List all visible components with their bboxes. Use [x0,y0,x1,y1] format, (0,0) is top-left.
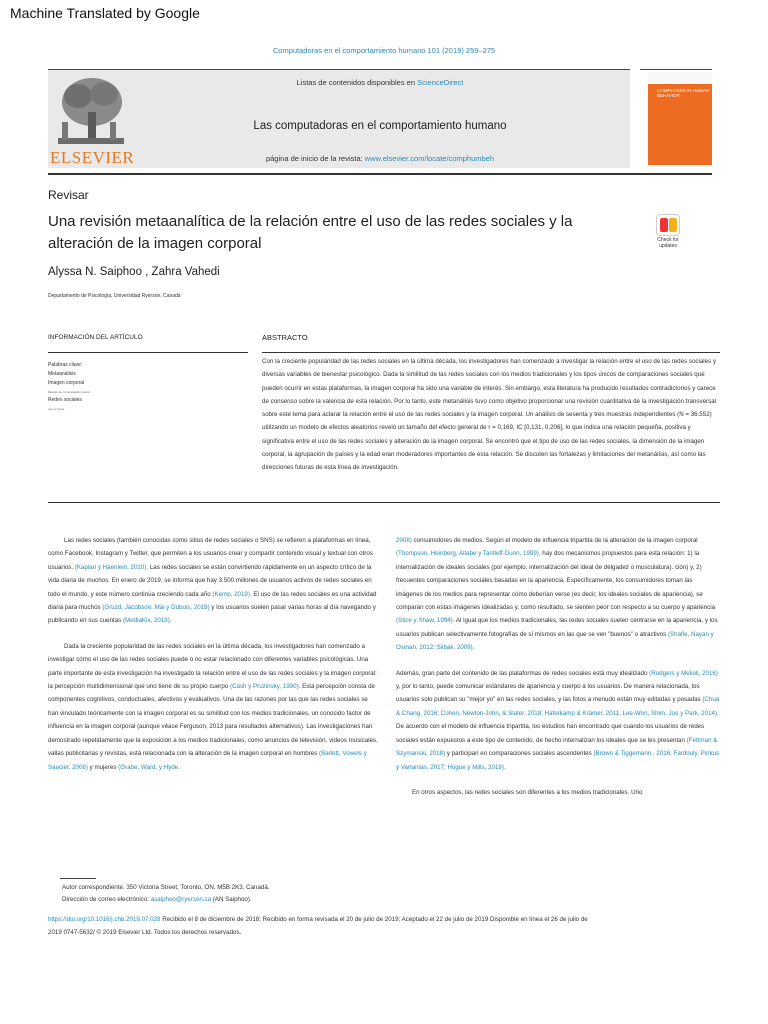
publisher-name: ELSEVIER [50,148,135,167]
citation-link[interactable]: 2008) [396,537,412,544]
article-type: Revisar [48,188,89,202]
body-text: y participan en comparaciones sociales ascendentes [445,750,594,758]
body-text: Esta percepción consta de componentes cognitivos, conductuales, afectivos y evaluativos. Una de las razones por las que las redes sociales se han vinculado teóricamente con la imagen corporal es su similitud con los medios tradicionales, un conocido factor de influencia en la imagen corporal (aunque véase Ferguson, 2013 para resultados alternativos). Las investigaciones han demostrado repetidamente que la exposición a los medios tradicionales, como anuncios de televisión, videos musicales, vallas publicitarias y revistas, está relacionada con la alteración de la imagen corporal en hombres [48,683,378,758]
journal-citation-link[interactable]: Computadoras en el comportamiento humano 101 (2019) 259–275 [272,46,496,55]
body-text: Las redes sociales se están convirtiendo rápidamente en un aspecto crítico de la vida diaria de muchos. En enero de 2019, se informa que hay 3.500 millones de usuarios activos de redes sociales en todo el mundo, y este número continúa creciendo cada año [48,563,372,598]
keyword-item: Imagen corporal [48,380,85,386]
article-info-heading: INFORMACIÓN DEL ARTÍCULO [48,334,143,341]
body-text: Al igual que los medios tradicionales, las redes sociales suelen centrarse en la apariencia, y los usuarios publican selectivamente fotografías de sí mismos en las que se ven "buenos" o atractivos [396,617,718,638]
check-updates-icon-red [660,218,668,232]
body-text: consumidores de medios. Según el modelo de influencia tripartita de la alteración de la imagen corporal [411,537,698,544]
check-updates-icon [656,214,680,236]
journal-homepage [130,154,630,163]
cover-title: COMPUTERS IN HUMAN BEHAVIOR [657,88,710,98]
header-bottom-rule [48,173,712,175]
journal-citation[interactable] [0,46,768,55]
body-text: Dada la creciente popularidad de las redes sociales en la última década, los investigadores han comenzado a investigar cómo el uso de las redes sociales puede o no estar relacionado con diferentes variables psicológicas. Una parte importante de esta investigación ha investigado la relación entre el uso de las redes sociales y la imagen corporal: la percepción multidimensional que uno tiene de su propio cuerpo [48,642,377,691]
citation-link[interactable]: (Cash y Pruzinsky, 1990). [229,683,301,691]
homepage-prefix: página de inicio de la revista: [265,154,365,163]
body-paragraph [396,667,720,774]
body-text: y los usuarios suelen pasar varias horas al día navegando y publicando en sus cuentas [48,604,376,625]
citation-link[interactable]: (Brown & Tiggemann , 2016; Fardouly, Pinkus y Vartanian, 2017; Hogue y Mills, 2019). [396,750,720,771]
citation-link[interactable]: (Kaplan y Haenlein, 2010). [74,563,149,571]
citation-link[interactable]: (Stice y Shaw, 1994). [396,617,455,625]
machine-translation-banner: Machine Translated by Google [10,5,200,21]
body-column-left [48,534,378,786]
keyword-item: Redes sociales [48,397,82,403]
homepage-link[interactable]: www.elsevier.com/locate/comphumbeh [364,154,495,163]
keyword-item-small: Medios de comunicación social [48,390,90,394]
body-text: El uso de las redes sociales es una actividad diaria para muchos [48,590,377,612]
abstract-heading: ABSTRACTO [262,333,308,342]
doi-link[interactable]: https://doi.org/10.1016/j.chb.2019.07.028 [48,916,161,923]
contents-prefix: Listas de contenidos disponibles en [296,78,418,87]
copyright-line: 2019 0747-5632/ © 2019 Elsevier Ltd. Todos los derechos reservados. [48,929,242,936]
contents-availability [130,78,630,87]
footnote-rule [60,878,96,879]
body-paragraph: En otros aspectos, las redes sociales son diferentes a los medios tradicionales. Uno [412,788,643,796]
body-text: y, por lo tanto, puede comunicar estándares de apariencia y cuerpo a los usuarios. De manera relacionada, los usuarios solo publican su "mejor yo" en las redes sociales, y las fotos a menudo están muy editadas y posadas [396,683,703,704]
check-updates-label: Check for updates [657,237,679,249]
email-note [48,894,720,906]
body-paragraph [48,640,378,774]
email-link[interactable]: asaiphoo@ryerson.ca [150,896,212,903]
keywords-label: Palabras clave: [48,362,83,368]
article-info-rule [48,352,248,353]
doi-block [48,913,720,939]
abstract-bottom-rule [48,502,720,503]
body-paragraph [396,534,720,655]
email-suffix: (AN Saiphoo). [211,896,252,903]
abstract-rule [262,352,720,353]
citation-link[interactable]: (Chua & Chang, 2016; Cohen, Newton-John, & Slater, 2018; Haferkamp & Krämer, 2011; Lee-Won, Shim, Joo y Park, 2014). [396,696,720,717]
keyword-item: Metaanálisis [48,371,76,377]
citation-link[interactable]: (Barlett, Vowels y Saucier, 2008) [48,750,367,771]
citation-link[interactable]: (Rodgers y Melioli, 2016) [649,669,718,677]
author-affiliation: Departamento de Psicología, Universidad Ryerson, Canadá [48,293,181,299]
elsevier-tree-icon [48,72,130,150]
body-paragraph [48,534,378,628]
keyword-item-small: uso en línea [48,407,65,411]
keywords-block [48,361,248,413]
citation-link[interactable]: (Gruzd, Jacobson, Mai y Dubois, 2018) [102,604,210,612]
body-text: De acuerdo con el modelo de influencia tripartita, los estudios han encontrado que cuando los usuarios de redes sociales están expuestos a este tipo de contenido, de hecho internalizan los ideales que se les presentan [396,723,705,744]
citation-link[interactable]: (Grabe, Ward, y Hyde, [118,763,180,771]
author-list: Alyssa N. Saiphoo , Zahra Vahedi [48,266,220,278]
article-title: Una revisión metaanalítica de la relación entre el uso de las redes sociales y la alteración de la imagen corporal [48,213,573,252]
body-column-right [396,534,720,811]
citation-link[interactable]: (Fettman & Szymanski, 2018) [396,736,718,758]
body-text: Además, gran parte del contenido de las plataformas de redes sociales está muy idealizado [396,669,650,677]
doi-line [48,913,720,926]
journal-title: Las computadoras en el comportamiento humano [253,120,507,132]
abstract-text: Con la creciente popularidad de las redes sociales en la última década, los investigadores han comenzado a investigar la relación entre el uso de las redes sociales y diversas variables de bienestar psicológico. Dada la similitud de las redes sociales con los medios tradicionales y los tipos únicos de comparaciones sociales que pueden ocurrir en estas plataformas, la imagen corporal ha sido una variable de interés. Sin embargo, esta literatura ha producido resultados contradictorios y carece de consenso sobre la valencia de esta relación. Por lo tanto, este metanálisis tuvo como objetivo proporcionar una revisión cuantitativa de la investigación transversal sobre este tema para aclarar la relación entre el uso de las redes sociales y la imagen corporal. Un análisis de sesenta y tres muestras independientes (N = 36.552) utilizando un modelo de efectos aleatorios reveló un tamaño del efecto general de r = 0,169, IC [0,131, 0,206], lo que indica una relación pequeña, positiva y significativa entre el uso de las redes sociales y alteración de la imagen corporal. Se encontró que el tipo de uso de las redes sociales, la dimensión de la imagen corporal, la agrupación de países y la edad eran moderadores importantes de esta relación. Se discuten las fortalezas y limitaciones del metanálisis, así como las direcciones futuras de esta línea de investigación. [262,358,717,472]
citation-link[interactable]: (Kemp, 2019). [212,590,252,598]
email-label: Dirección de correo electrónico: [62,896,151,903]
sciencedirect-link[interactable]: ScienceDirect [417,78,464,87]
body-text: Las redes sociales (también conocidas como sitios de redes sociales o SNS) se refieren a plataformas en línea, como Facebook, Instagram y Twitter, que permiten a los usuarios crear y compartir contenido visual y textual con otros usuarios. [48,537,373,571]
header-top-rule-right [640,69,712,70]
check-for-updates-button[interactable] [648,214,688,252]
body-text: y mujeres [87,763,119,771]
citation-link[interactable]: (MediaKix, 2018). [123,617,172,625]
check-updates-icon-yellow [669,218,677,232]
received-dates: Recibido el 8 de diciembre de 2018; Recibido en forma revisada el 20 de julio de 2019; Aceptado el 22 de julio de 2019 Disponible en línea el 26 de julio de [160,916,588,923]
citation-link[interactable]: (Shafie, Nayan y Osman, 2012; Siibak, 2009). [396,630,714,652]
body-text: hay dos mecanismos propuestos para esta relación: 1) la internalización de ideales sociales (por ejemplo, internalización del ideal de delgadez o musculatura). ción) y, 2) frecuentes comparaciones sociales basadas en la apariencia. Específicamente, los consumidores toman las imágenes de los medios para representar cómo deberían verse (es decir, los ideales sociales de apariencia), se comparan con estas imágenes idealizadas y, como resultado, se sienten peor con respecto a su cuerpo y apariencia [396,550,716,612]
journal-cover-thumbnail [648,72,712,165]
cover-top-strip [648,72,712,84]
corresponding-author-note: Autor correspondiente. 350 Victoria Street, Toronto, ON, M5B 2K3, Canadá. [62,884,270,891]
citation-link[interactable]: (Thompson, Heinberg, Altabe y Tantleff-Dunn, 1999), [396,550,541,558]
